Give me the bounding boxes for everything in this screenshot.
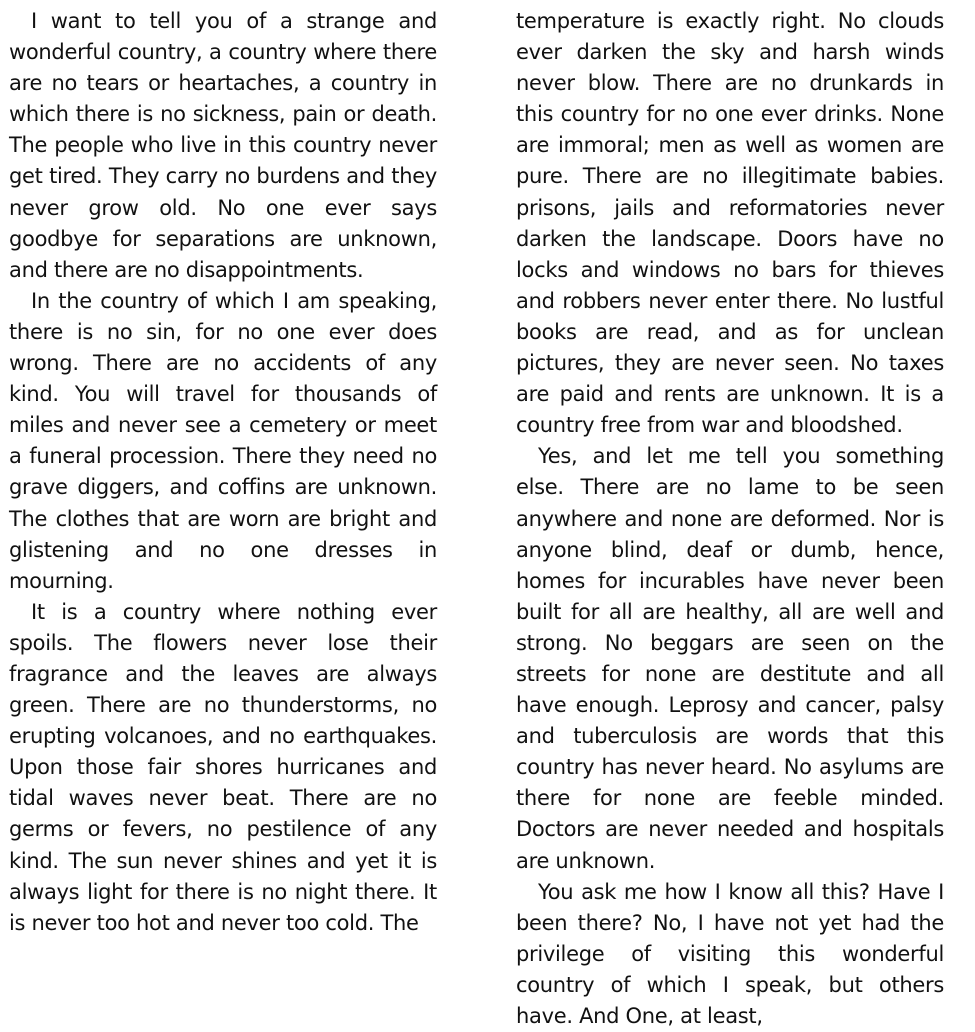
left-text-column (9, 6, 437, 939)
paragraph: It is a country where nothing ever spoils. The flowers never lose their fragrance and the leaves are always green. There are no thunderstorms, no erupting volcanoes, and no earthquakes. Upon those fair shores hurricanes and tidal waves never beat. There are no germs or fevers, no pestilence of any kind. The sun never shines and yet it is always light for there is no night there. It is never too hot and never too cold. The (9, 599, 437, 935)
paragraph: You ask me how I know all this? Have I been there? No, I have not yet had the privilege of visiting this wonderful country of which I speak, but others have. And One, at least, (516, 879, 944, 1028)
paragraph: I want to tell you of a strange and wonderful country, a country where there are no tears or heartaches, a country in which there is no sickness, pain or death. The people who live in this country never get tired. They carry no burdens and they never grow old. No one ever says goodbye for separations are unknown, and there are no disappointments. (9, 9, 437, 282)
paragraph: Yes, and let me tell you something else. There are no lame to be seen anywhere and none are deformed. Nor is anyone blind, deaf or dumb, hence, homes for incurables have never been built for all are healthy, all are well and strong. No beggars are seen on the streets for none are destitute and all have enough. Leprosy and cancer, palsy and tuberculosis are words that this country has never heard. No asylums are there for none are feeble minded. Doctors are never needed and hospitals are unknown. (516, 444, 944, 873)
paragraph-continued: temperature is exactly right. No clouds ever darken the sky and harsh winds never blow. There are no drunkards in this country for no one ever drinks. None are immoral; men as well as women are pure. There are no illegitimate babies. prisons, jails and reformatories never darken the landscape. Doors have no locks and windows no bars for thieves and robbers never enter there. No lustful books are read, and as for unclean pictures, they are never seen. No taxes are paid and rents are unknown. It is a country free from war and bloodshed. (516, 9, 944, 438)
paragraph: In the country of which I am speaking, there is no sin, for no one ever does wrong. There are no accidents of any kind. You will travel for thousands of miles and never see a cemetery or meet a funeral procession. There they need no grave diggers, and coffins are unknown. The clothes that are worn are bright and glistening and no one dresses in mourning. (9, 288, 437, 593)
right-text-column (516, 6, 944, 1032)
